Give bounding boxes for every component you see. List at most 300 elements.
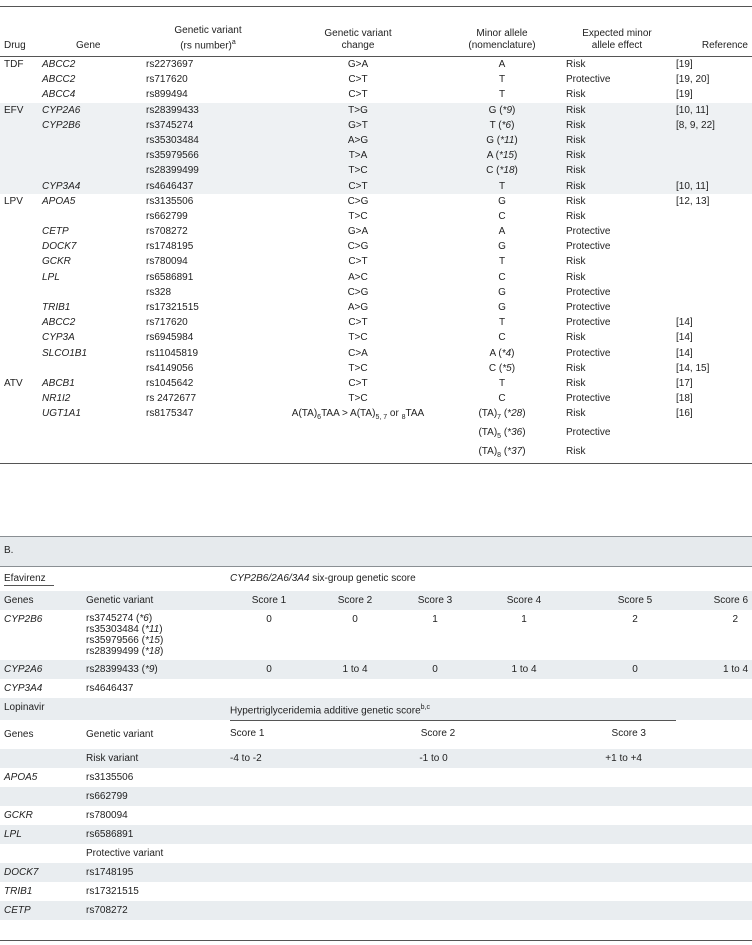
protective-rs-2: rs17321515 [86, 886, 139, 898]
cyp2b6-variants: rs3745274 (*6) rs35303484 (*11) rs35979566 (*15) rs28399499 (*18) [86, 613, 164, 657]
rs-cell: rs 2472677 [146, 393, 197, 405]
effect-cell: Risk [562, 133, 672, 148]
ugt1a1-allele-base: (TA) [478, 408, 498, 420]
section-b-label: B. [4, 545, 14, 556]
reference-cell: [14] [676, 332, 693, 344]
allele-value: A [498, 59, 506, 70]
effect-cell: Risk [562, 179, 672, 194]
risk-gene-1: APOA5 [4, 772, 38, 784]
reference-cell: [19] [676, 89, 693, 101]
allele-star: *11 [500, 134, 515, 146]
gene-cell: ABCB1 [42, 377, 75, 389]
allele-star: *6 [501, 119, 512, 131]
allele-value: T [498, 377, 506, 389]
allele-cell [442, 72, 562, 87]
cyp3a4-row [0, 679, 752, 698]
drug-cell [0, 391, 38, 406]
change-cell: T>C [274, 163, 442, 178]
variant-table [0, 6, 752, 464]
gene-cell [38, 163, 142, 178]
lopinavir-score-3: Score 3 [611, 728, 646, 740]
cyp2a6-variant-rs: rs28399433 [86, 664, 139, 675]
drug-cell [0, 346, 38, 361]
rs-cell: rs4149056 [146, 362, 194, 374]
effect-cell: Risk [562, 118, 672, 133]
effect-cell: Risk [566, 362, 586, 374]
ugt1a1-gene: UGT1A1 [42, 408, 81, 420]
allele-value: C [486, 165, 494, 177]
drug-cell [0, 254, 38, 269]
rs-cell: rs6945984 [146, 332, 194, 344]
drug-cell [0, 330, 38, 345]
reference-cell [672, 163, 752, 178]
allele-cell [442, 315, 562, 330]
ugt1a1-effect: Risk [566, 408, 586, 420]
variant-row [0, 133, 752, 148]
allele-value: C [498, 393, 506, 405]
allele-value: G [486, 134, 495, 146]
efavirenz-score-2: Score 2 [312, 591, 398, 610]
variant-row [0, 179, 752, 194]
allele-star: *18 [499, 165, 515, 177]
cyp2b6-row [0, 610, 752, 660]
ugt1a1-allele: $(TA)_7$ (*28) [478, 408, 526, 422]
reference-cell: [12, 13] [676, 195, 710, 207]
reference-cell: [14, 15] [676, 362, 710, 374]
ugt1a1-row [0, 406, 752, 425]
allele-value: T [498, 317, 506, 329]
variant-row [0, 224, 752, 239]
allele-value: G [488, 104, 497, 116]
efavirenz-label: Efavirenz [4, 572, 54, 586]
header-effect-line2: allele effect [591, 40, 643, 51]
reference-cell: [19, 20] [676, 74, 710, 86]
rs-cell: rs1045642 [146, 377, 194, 389]
ugt1a1-allele-star: *28 [507, 408, 523, 420]
allele-cell [442, 209, 562, 224]
reference-cell: [10, 11] [672, 179, 752, 194]
drug-cell [0, 270, 38, 285]
allele-value: T [498, 89, 506, 101]
gene-cell: CYP3A4 [38, 179, 142, 194]
protective-gene-2: TRIB1 [4, 886, 33, 898]
variant-row [0, 239, 752, 254]
variant-row [0, 254, 752, 269]
allele-cell: G (*11) [442, 133, 562, 148]
ugt1a1-change-part: A(TA) [291, 408, 318, 420]
protective-variant-label: Protective variant [86, 848, 164, 860]
risk-rs-3: rs780094 [86, 810, 128, 822]
allele-cell [442, 57, 562, 73]
allele-value: G [498, 195, 506, 207]
header-effect [562, 7, 672, 57]
cyp2b6-value-4: 1 [521, 614, 527, 625]
drug-cell [0, 239, 38, 254]
gene-cell: TRIB1 [42, 302, 71, 313]
cyp2a6-value-1: 0 [226, 660, 312, 679]
variant-row [0, 209, 752, 224]
rs-cell: rs35979566 [142, 148, 274, 163]
lopinavir-score-title-text: Hypertriglyceridemia additive genetic score [230, 705, 421, 717]
variant-row [0, 391, 752, 406]
cyp2b6-variant-1-star: *6 [139, 613, 149, 624]
effect-cell: Protective [566, 286, 611, 298]
effect-cell: Risk [566, 59, 586, 70]
gene-cell [38, 361, 142, 376]
change-cell: T>C [348, 393, 368, 405]
gene-cell: ABCC2 [42, 317, 76, 329]
reference-cell [672, 148, 752, 163]
protective-gene-row [0, 882, 752, 901]
effect-cell: Protective [566, 226, 611, 238]
header-change [274, 7, 442, 57]
cyp2b6-variant-2-rs: rs35303484 [86, 624, 139, 635]
variant-table-header [0, 7, 752, 57]
rs-cell: rs1748195 [146, 241, 194, 253]
header-change-line2: change [341, 40, 375, 51]
change-cell: T>C [348, 362, 368, 374]
gene-cell [38, 148, 142, 163]
ugt1a1-row [0, 425, 752, 444]
header-reference: Reference [672, 7, 752, 57]
variant-row [0, 103, 752, 118]
variant-row [0, 72, 752, 87]
risk-gene-2 [0, 787, 82, 806]
efavirenz-header-row [0, 591, 752, 610]
change-cell: C>A [348, 347, 368, 359]
cyp2a6-variant: rs28399433 (*9) [82, 660, 226, 679]
cyp3a4-gene: CYP3A4 [4, 683, 43, 694]
gene-cell [38, 133, 142, 148]
cyp2b6-value-3: 1 [432, 614, 438, 625]
allele-value: C [498, 332, 506, 344]
allele-cell [442, 179, 562, 194]
allele-cell [442, 270, 562, 285]
variant-row [0, 376, 752, 391]
effect-cell: Protective [566, 74, 611, 86]
rs-cell: rs17321515 [146, 302, 199, 313]
risk-gene-row [0, 787, 752, 806]
change-cell: G>A [347, 59, 369, 70]
effect-cell: Protective [566, 241, 611, 253]
variant-row [0, 194, 752, 209]
change-cell: A>G [347, 302, 369, 313]
drug-cell: ATV [4, 377, 23, 389]
allele-value: G [498, 302, 506, 313]
gene-cell: GCKR [42, 256, 71, 268]
score-table [0, 566, 752, 920]
protective-gene-3: CETP [0, 901, 82, 920]
drug-cell [0, 285, 38, 300]
allele-cell: G (*9) [442, 103, 562, 118]
gene-cell: APOA5 [42, 195, 76, 207]
drug-cell [0, 133, 38, 148]
ugt1a1-change-sub: 8 [401, 414, 406, 422]
allele-value: T [498, 256, 506, 268]
header-minor-allele [442, 7, 562, 57]
reference-cell: [19] [676, 59, 693, 70]
risk-variant-row [0, 749, 752, 768]
rs-cell: rs6586891 [146, 271, 194, 283]
header-drug: Drug [0, 7, 38, 57]
cyp2a6-value-4: 1 to 4 [472, 660, 576, 679]
protective-gene-row [0, 863, 752, 882]
risk-gene-3: GCKR [4, 810, 33, 822]
ugt1a1-allele: $(TA)_5$ (*36) [478, 427, 526, 441]
cyp2b6-value-5: 2 [632, 614, 638, 625]
allele-cell [442, 224, 562, 239]
effect-cell: Risk [566, 195, 586, 207]
ugt1a1-effect: Protective [566, 427, 611, 439]
ugt1a1-row [0, 444, 752, 464]
effect-cell: Risk [562, 148, 672, 163]
rs-cell: rs11045819 [146, 347, 199, 359]
cyp2b6-variant-4-rs: rs28399499 [86, 646, 139, 657]
cyp2a6-gene: CYP2A6 [0, 660, 82, 679]
protective-variant-row [0, 844, 752, 863]
gene-cell: CYP3A [42, 332, 75, 344]
allele-value: C [488, 362, 497, 374]
rs-cell: rs28399433 [142, 103, 274, 118]
protective-gene-row [0, 901, 752, 920]
effect-cell: Protective [566, 317, 611, 329]
ugt1a1-change-part: TAA [405, 408, 425, 420]
lopinavir-range-1: -4 to -2 [230, 753, 262, 765]
allele-value: T [498, 74, 506, 86]
risk-rs-1: rs3135506 [86, 772, 134, 784]
allele-value: A [486, 150, 493, 162]
allele-cell: A (*4) [489, 347, 515, 359]
ugt1a1-allele-star: *36 [507, 427, 523, 439]
change-cell: C>T [348, 317, 368, 329]
lopinavir-score-title [226, 698, 752, 720]
reference-cell [672, 209, 752, 224]
efavirenz-title-row [0, 566, 752, 591]
rs-cell: rs4646437 [142, 179, 274, 194]
effect-cell: Risk [566, 332, 586, 344]
ugt1a1-allele: $(TA)_8$ (*37) [442, 444, 562, 464]
reference-cell [672, 133, 752, 148]
section-b-header [0, 536, 752, 567]
ugt1a1-allele-sub: 7 [497, 414, 502, 422]
change-cell: C>T [348, 377, 368, 389]
ugt1a1-allele-base: (TA) [478, 446, 498, 458]
allele-value: A [498, 226, 506, 238]
gene-cell: DOCK7 [42, 241, 77, 253]
gene-cell: ABCC2 [42, 74, 76, 86]
change-cell: T>G [274, 103, 442, 118]
drug-cell [0, 87, 38, 102]
header-variant-line2: (rs number) [180, 40, 232, 51]
effect-cell: Risk [566, 256, 586, 268]
cyp2b6-variant-1-rs: rs3745274 [86, 613, 134, 624]
ugt1a1-allele-sub: 8 [497, 452, 502, 460]
efavirenz-score-title-rest: six-group genetic score [309, 573, 416, 584]
risk-gene-row [0, 825, 752, 844]
drug-cell [0, 209, 38, 224]
allele-cell [442, 391, 562, 406]
change-cell: C>T [348, 89, 368, 101]
cyp2a6-value-3: 0 [398, 660, 472, 679]
effect-cell: Protective [566, 393, 611, 405]
effect-cell: Risk [566, 271, 586, 283]
allele-cell: C (*5) [488, 362, 516, 374]
rs-cell: rs3745274 [142, 118, 274, 133]
change-cell: C>T [348, 256, 368, 268]
variant-row [0, 118, 752, 133]
change-cell: C>G [347, 286, 369, 298]
cyp2b6-variant-3-rs: rs35979566 [86, 635, 139, 646]
ugt1a1-change [274, 406, 442, 425]
variant-row [0, 270, 752, 285]
efavirenz-score-5: Score 5 [576, 591, 694, 610]
risk-rs-2: rs662799 [82, 787, 226, 806]
cyp2b6-value-6: 2 [732, 614, 739, 625]
lopinavir-header-row [0, 720, 752, 749]
ugt1a1-effect: Risk [562, 444, 672, 464]
cyp2a6-value-2: 1 to 4 [312, 660, 398, 679]
risk-gene-4: LPL [0, 825, 82, 844]
effect-cell: Risk [566, 377, 586, 389]
variant-row [0, 163, 752, 178]
gene-cell: CYP2A6 [38, 103, 142, 118]
effect-cell: Protective [566, 347, 611, 359]
reference-cell [672, 224, 752, 239]
variant-table-body [0, 57, 752, 464]
variant-row [0, 300, 752, 315]
lopinavir-label: Lopinavir [0, 698, 226, 720]
allele-cell [442, 87, 562, 102]
change-cell: T>A [274, 148, 442, 163]
reference-cell [672, 254, 752, 269]
gene-cell: NR1I2 [42, 393, 71, 405]
variant-row [0, 87, 752, 102]
cyp2b6-gene: CYP2B6 [4, 614, 43, 625]
change-cell: C>G [347, 195, 369, 207]
change-cell: C>G [347, 241, 369, 253]
rs-cell: rs780094 [146, 256, 188, 268]
reference-cell [672, 239, 752, 254]
change-cell: G>T [274, 118, 442, 133]
efavirenz-score-title-genes: CYP2B6/2A6/3A4 [230, 573, 310, 584]
risk-rs-4: rs6586891 [82, 825, 226, 844]
drug-cell [0, 163, 38, 178]
allele-star: *5 [502, 362, 512, 374]
gene-cell: ABCC4 [42, 89, 76, 101]
allele-star: *4 [501, 347, 512, 359]
allele-cell [442, 254, 562, 269]
lopinavir-title-row [0, 698, 752, 720]
change-cell: T>C [348, 332, 368, 344]
protective-rs-1: rs1748195 [82, 863, 226, 882]
allele-value: G [498, 286, 506, 298]
drug-cell [0, 315, 38, 330]
allele-value: T [498, 180, 506, 192]
reference-cell [672, 285, 752, 300]
change-cell: G>A [347, 226, 369, 238]
lopinavir-col-genes: Genes [4, 729, 34, 741]
cyp2b6-variant-3-star: *15 [144, 635, 160, 646]
change-cell: C>T [348, 74, 368, 86]
drug-cell [0, 72, 38, 87]
effect-cell: Risk [566, 210, 586, 222]
allele-star: *15 [498, 150, 514, 162]
header-effect-line1: Expected minor [582, 28, 652, 39]
variant-row [0, 148, 752, 163]
lopinavir-score-1: Score 1 [230, 728, 265, 740]
gene-cell: CETP [42, 226, 69, 238]
rs-cell: rs328 [146, 286, 172, 298]
ugt1a1-change-part: or [387, 408, 402, 420]
cyp3a4-variant: rs4646437 [86, 683, 134, 694]
header-change-line1: Genetic variant [324, 28, 392, 39]
allele-value: C [498, 210, 506, 222]
efavirenz-score-6: Score 6 [694, 591, 752, 610]
allele-cell [442, 194, 562, 209]
variant-row [0, 57, 752, 73]
drug-cell [0, 148, 38, 163]
gene-cell: LPL [42, 271, 60, 283]
reference-cell: [18] [676, 393, 693, 405]
lopinavir-score-2: Score 2 [420, 728, 456, 740]
gene-cell [38, 209, 142, 224]
efavirenz-score-4: Score 4 [472, 591, 576, 610]
gene-cell: ABCC2 [42, 59, 76, 70]
efavirenz-score-title [226, 566, 752, 591]
ugt1a1-allele-sub: 5 [497, 433, 502, 441]
header-variant [142, 7, 274, 57]
rs-cell: rs35303484 [142, 133, 274, 148]
rs-cell: rs662799 [146, 210, 188, 222]
drug-cell: EFV [0, 103, 38, 118]
rs-cell: rs717620 [146, 317, 188, 329]
variant-row [0, 285, 752, 300]
allele-value: T [489, 119, 496, 131]
risk-gene-row [0, 806, 752, 825]
change-cell: T>C [348, 210, 368, 222]
rs-cell: rs717620 [146, 74, 188, 86]
ugt1a1-change-sub: 6 [317, 414, 322, 422]
drug-cell: TDF [4, 59, 24, 70]
drug-cell [0, 300, 38, 315]
gene-cell [38, 285, 142, 300]
header-minor-line1: Minor allele [476, 28, 528, 39]
header-variant-footnote: a [231, 38, 236, 46]
drug-cell [0, 224, 38, 239]
efavirenz-col-genes: Genes [0, 591, 82, 610]
effect-cell: Protective [566, 302, 611, 313]
risk-gene-row [0, 768, 752, 787]
drug-cell [0, 361, 38, 376]
allele-value: A [489, 347, 496, 359]
ugt1a1-change-sub: 5, 7 [375, 414, 388, 422]
cyp2b6-variant-2-star: *11 [144, 624, 160, 635]
allele-cell [442, 300, 562, 315]
reference-cell: [10, 11] [672, 103, 752, 118]
header-variant-line1: Genetic variant [174, 24, 242, 36]
efavirenz-score-1: Score 1 [226, 591, 312, 610]
allele-cell: T (*6) [442, 118, 562, 133]
ugt1a1-allele-star: *37 [507, 446, 523, 458]
cyp2b6-variant-4-star: *18 [144, 646, 160, 657]
allele-cell [442, 239, 562, 254]
reference-cell [672, 300, 752, 315]
variant-row [0, 346, 752, 361]
drug-cell: LPV [4, 195, 23, 207]
cyp2b6-value-2: 0 [352, 614, 358, 625]
allele-star: *9 [502, 104, 512, 116]
change-cell: A>C [348, 271, 368, 283]
